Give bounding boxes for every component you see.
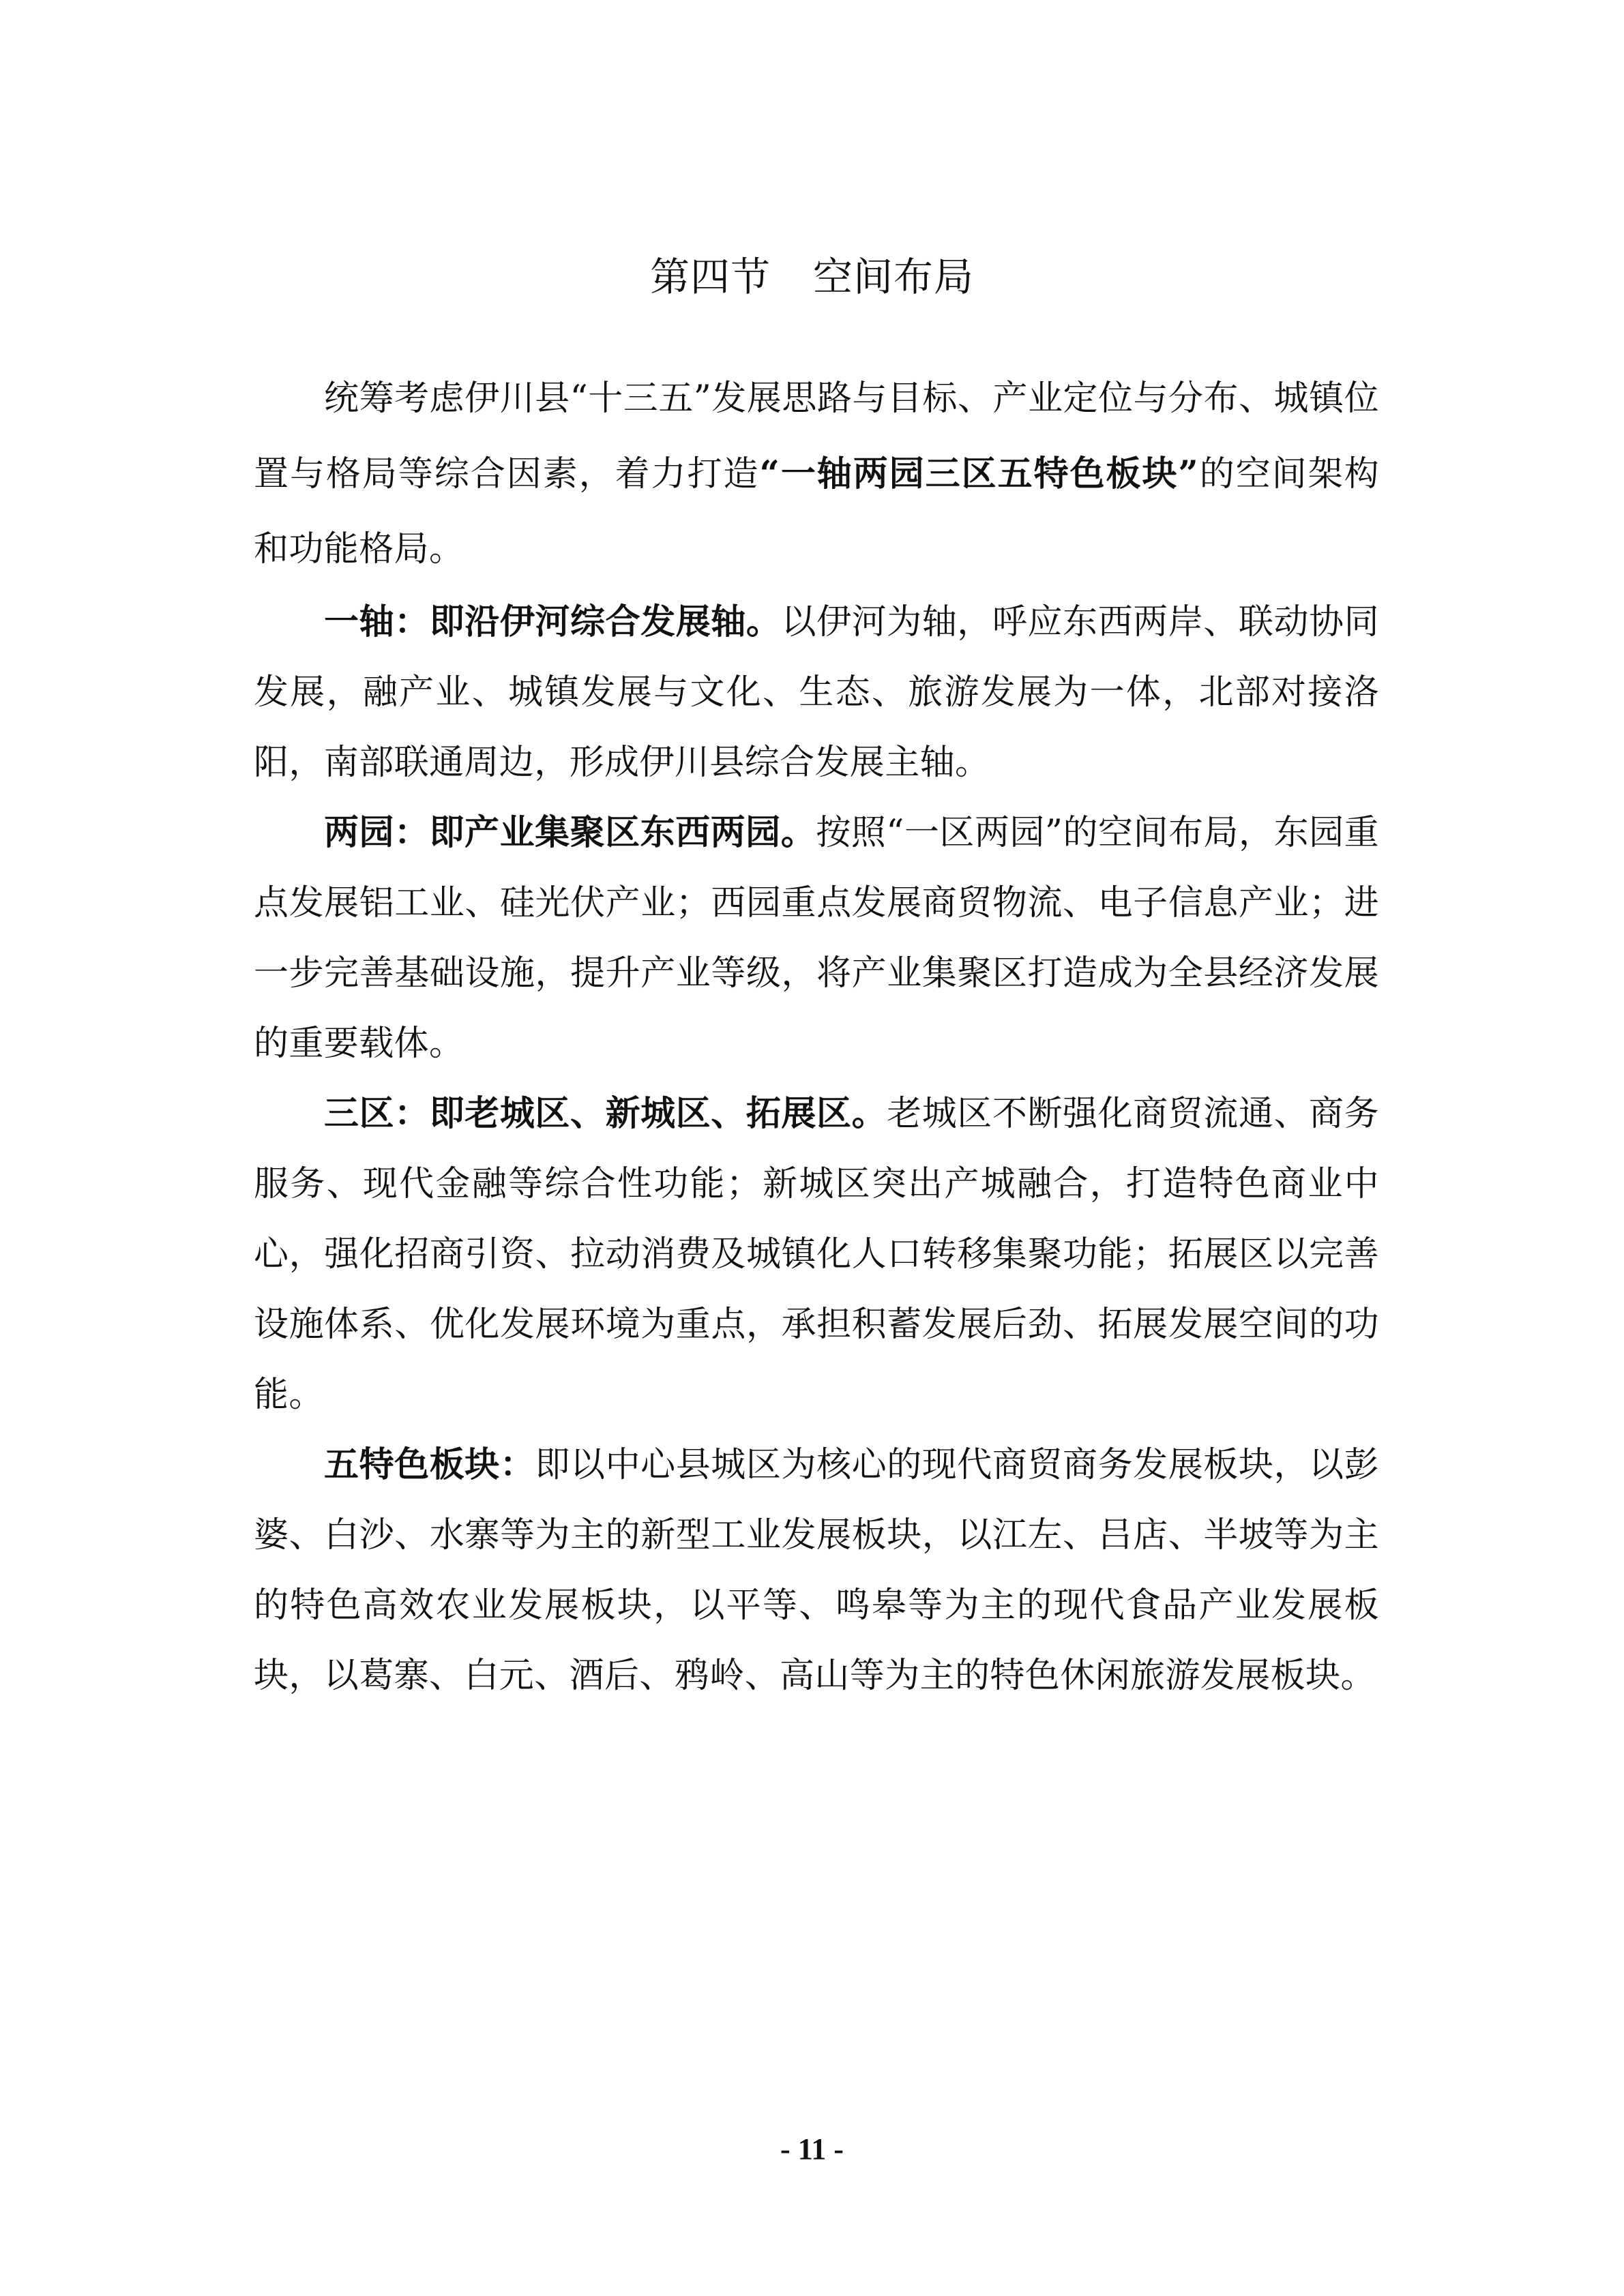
blocks-heading: 五特色板块： <box>324 1444 535 1485</box>
section-title <box>0 250 1624 304</box>
intro-emphasis: “一轴两园三区五特色板块” <box>759 453 1199 494</box>
page-number: - 11 - <box>780 2132 844 2166</box>
body-text <box>254 361 1379 1711</box>
axis-heading: 一轴：即沿伊河综合发展轴。 <box>324 601 782 642</box>
parks-paragraph <box>254 798 1379 1079</box>
section-name: 空间布局 <box>813 254 975 300</box>
blocks-text: 即以中心县城区为核心的现代商贸商务发展板块，以彭婆、白沙、水寨等为主的新型工业发展板块，以江左、吕店、半坡等为主的特色高效农业发展板块，以平等、鸣皋等为主的现代食品产业发展板块，以葛寨、白元、酒后、鸦岭、高山等为主的特色休闲旅游发展板块。 <box>254 1445 1379 1696</box>
blocks-paragraph <box>254 1430 1379 1711</box>
parks-text: 按照“一区两园”的空间布局，东园重点发展铝工业、硅光伏产业；西园重点发展商贸物流、电子信息产业；进一步完善基础设施，提升产业等级，将产业集聚区打造成为全县经济发展的重要载体。 <box>254 813 1379 1064</box>
section-number: 第四节 <box>649 254 771 300</box>
intro-text: 统筹考虑伊川县“十三五”发展思路与目标、产业定位与分布、城镇位置与格局等综合因素，着力打造 <box>254 378 1379 494</box>
parks-heading: 两园：即产业集聚区东西两园。 <box>324 812 816 853</box>
intro-paragraph <box>254 361 1379 587</box>
axis-paragraph <box>254 587 1379 798</box>
axis-text: 以伊河为轴，呼应东西两岸、联动协同发展，融产业、城镇发展与文化、生态、旅游发展为一体，北部对接洛阳，南部联通周边，形成伊川县综合发展主轴。 <box>254 602 1379 783</box>
districts-heading: 三区：即老城区、新城区、拓展区。 <box>324 1093 887 1134</box>
districts-text: 老城区不断强化商贸流通、商务服务、现代金融等综合性功能；新城区突出产城融合，打造特色商业中心，强化招商引资、拉动消费及城镇化人口转移集聚功能；拓展区以完善设施体系、优化发展环境为重点，承担积蓄发展后劲、拓展发展空间的功能。 <box>254 1094 1379 1415</box>
districts-paragraph <box>254 1079 1379 1430</box>
intro-tail: 的空间架构和功能格局。 <box>254 454 1379 569</box>
